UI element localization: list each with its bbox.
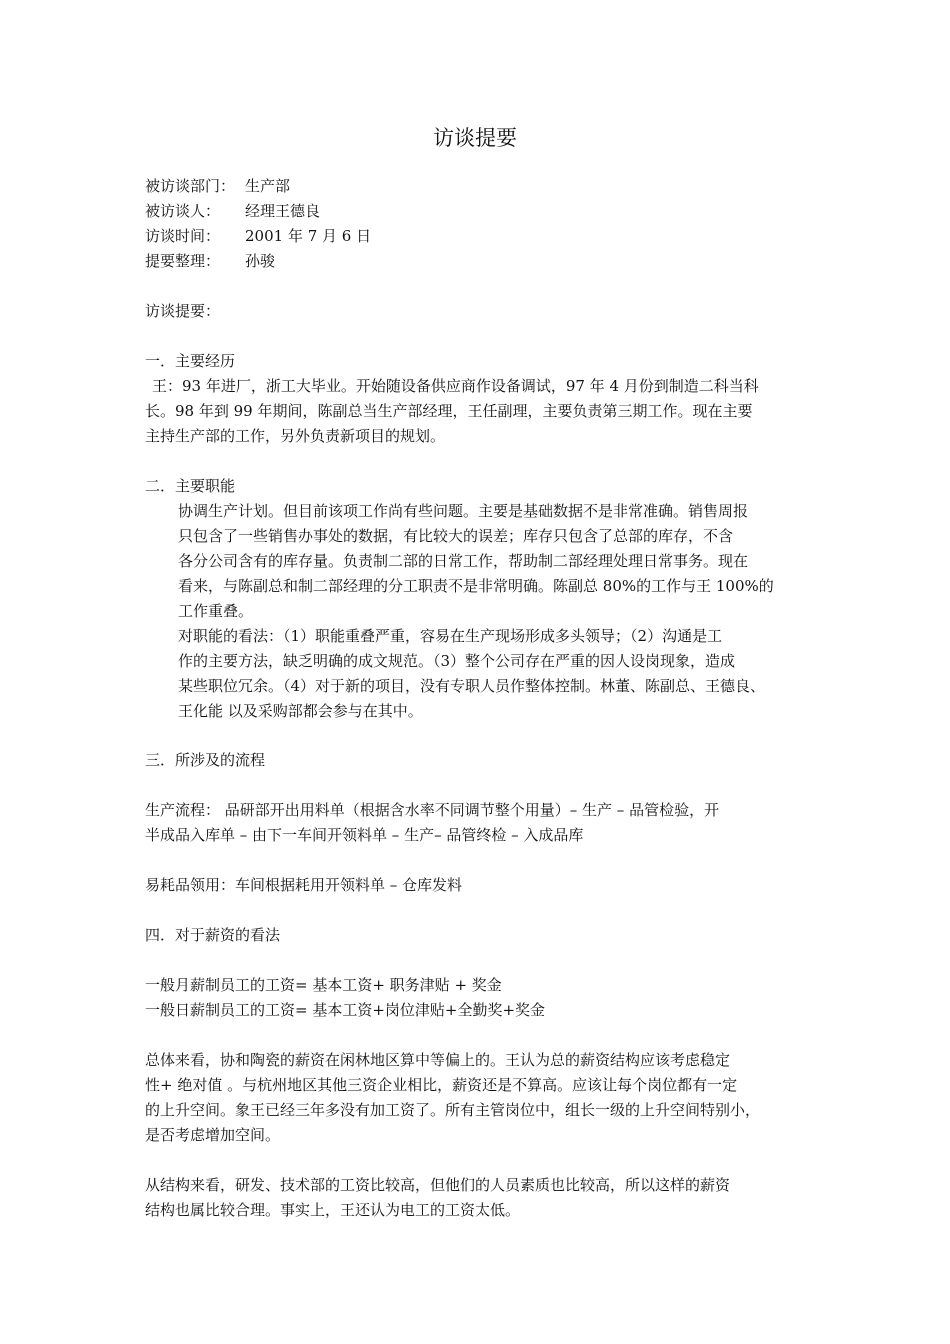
consumables-flow: 易耗品领用：车间根据耗用开领料单 – 仓库发料	[145, 876, 463, 894]
summary-label: 访谈提要：	[145, 302, 221, 320]
meta-compiler	[145, 249, 276, 274]
structure-paragraph-line: 结构也属比较合理。事实上，王还认为电工的工资太低。	[145, 1201, 521, 1219]
section-2-line: 某些职位冗余。（4）对于新的项目，没有专职人员作整体控制。林董、陈副总、王德良、	[178, 677, 766, 695]
section-2-line: 王化能 以及采购部都会参与在其中。	[178, 702, 423, 720]
meta-value: 生产部	[245, 177, 291, 195]
meta-label: 被访谈部门：	[145, 177, 236, 195]
production-flow-line: 半成品入库单 – 由下一车间开领料单 – 生产– 品管终检 – 入成品库	[145, 826, 584, 844]
section-2-line: 工作重叠。	[178, 602, 254, 620]
section-2-heading: 二．主要职能	[145, 477, 236, 495]
meta-time	[145, 224, 372, 249]
meta-label: 被访谈人：	[145, 202, 221, 220]
salary-paragraph-line: 总体来看，协和陶瓷的薪资在闲林地区算中等偏上的。王认为总的薪资结构应该考虑稳定	[145, 1051, 731, 1069]
section-2-line: 看来，与陈副总和制二部经理的分工职责不是非常明确。陈副总 80%的工作与王 100%的	[178, 577, 774, 595]
meta-label: 访谈时间：	[145, 227, 221, 245]
section-3-heading: 三．所涉及的流程	[145, 751, 266, 769]
section-1-heading: 一．主要经历	[145, 352, 236, 370]
section-2-line: 各分公司含有的库存量。负责制二部的日常工作，帮助制二部经理处理日常事务。现在	[178, 552, 749, 570]
section-2-line: 作的主要方法，缺乏明确的成文规范。（3）整个公司存在严重的因人设岗现象，造成	[178, 652, 736, 670]
page-title: 访谈提要	[433, 126, 517, 150]
salary-formula: 一般日薪制员工的工资= 基本工资+岗位津贴+全勤奖+奖金	[145, 1001, 546, 1019]
structure-paragraph-line: 从结构来看，研发、技术部的工资比较高，但他们的人员素质也比较高，所以这样的薪资	[145, 1176, 731, 1194]
meta-label: 提要整理：	[145, 252, 221, 270]
salary-paragraph-line: 性+ 绝对值 。与杭州地区其他三资企业相比，薪资还是不算高。应该让每个岗位都有一定	[145, 1076, 738, 1094]
section-2-line: 只包含了一些销售办事处的数据，有比较大的误差；库存只包含了总部的库存，不含	[178, 527, 734, 545]
section-2-line: 对职能的看法：（1）职能重叠严重，容易在生产现场形成多头领导；（2）沟通是工	[178, 627, 723, 645]
section-1-line: 王：93 年进厂，浙工大毕业。开始随设备供应商作设备调试，97 年 4 月份到制造二科当科	[152, 377, 759, 395]
section-1-line: 长。98 年到 99 年期间，陈副总当生产部经理，王任副理，主要负责第三期工作。现在主要	[145, 402, 753, 420]
salary-paragraph-line: 的上升空间。象王已经三年多没有加工资了。所有主管岗位中，组长一级的上升空间特别小，	[145, 1101, 761, 1119]
section-4-heading: 四．对于薪资的看法	[145, 926, 281, 944]
salary-formula: 一般月薪制员工的工资= 基本工资+ 职务津贴 + 奖金	[145, 976, 502, 994]
production-flow-line: 生产流程： 品研部开出用料单（根据含水率不同调节整个用量）– 生产 – 品管检验，开	[145, 801, 720, 819]
meta-department	[145, 174, 291, 199]
meta-interviewee	[145, 199, 321, 224]
meta-value: 2001 年 7 月 6 日	[245, 227, 372, 245]
salary-paragraph-line: 是否考虑增加空间。	[145, 1126, 281, 1144]
section-1-line: 主持生产部的工作，另外负责新项目的规划。	[145, 427, 446, 445]
meta-value: 经理王德良	[245, 202, 321, 220]
meta-value: 孙骏	[245, 252, 276, 270]
section-2-line: 协调生产计划。但目前该项工作尚有些问题。主要是基础数据不是非常准确。销售周报	[178, 502, 749, 520]
